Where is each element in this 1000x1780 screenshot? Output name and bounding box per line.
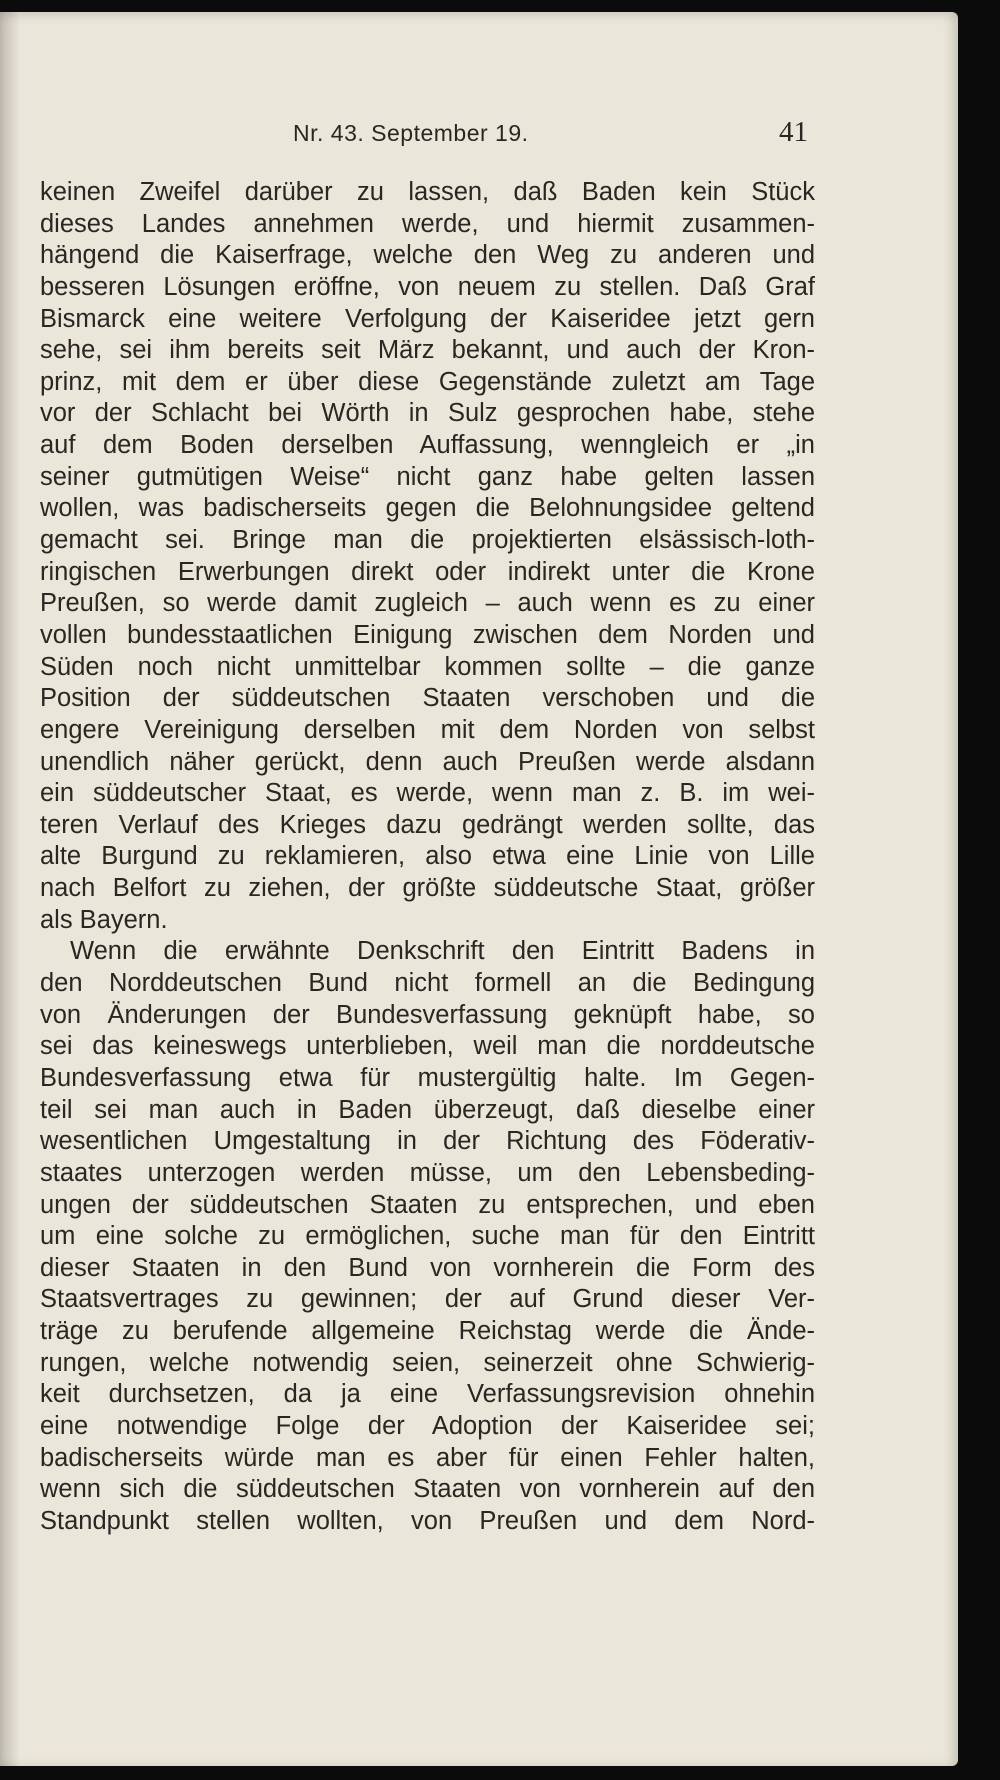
text-line: Wenn die erwähnte Denkschrift den Eintritt Badens in bbox=[70, 937, 815, 966]
text-line: Bismarck eine weitere Verfolgung der Kaiseridee jetzt gern bbox=[40, 304, 815, 333]
text-line: vollen bundesstaatlichen Einigung zwischen dem Norden und bbox=[40, 620, 815, 649]
text-line: um eine solche zu ermöglichen, suche man für den Eintritt bbox=[40, 1222, 815, 1251]
running-header bbox=[40, 110, 812, 150]
text-line: hängend die Kaiserfrage, welche den Weg zu anderen und bbox=[40, 241, 815, 270]
text-line: ein süddeutscher Staat, es werde, wenn man z. B. im wei- bbox=[40, 779, 815, 808]
text-line: teren Verlauf des Krieges dazu gedrängt werden sollte, das bbox=[40, 810, 815, 839]
text-line: keinen Zweifel darüber zu lassen, daß Baden kein Stück bbox=[40, 178, 815, 206]
text-line: besseren Lösungen eröffne, von neuem zu stellen. Daß Graf bbox=[40, 272, 815, 301]
text-line: ungen der süddeutschen Staaten zu entsprechen, und eben bbox=[40, 1190, 815, 1219]
body-text bbox=[40, 177, 815, 1538]
text-line: engere Vereinigung derselben mit dem Norden von selbst bbox=[40, 715, 815, 744]
text-line: dieses Landes annehmen werde, und hiermit zusammen- bbox=[40, 209, 815, 238]
text-line: dieser Staaten in den Bund von vornherein die Form des bbox=[40, 1253, 815, 1282]
text-line: alte Burgund zu reklamieren, also etwa eine Linie von Lille bbox=[40, 842, 815, 871]
page-number: 41 bbox=[779, 116, 808, 148]
text-line: prinz, mit dem er über diese Gegenstände zuletzt am Tage bbox=[40, 367, 815, 396]
text-line: badischerseits würde man es aber für einen Fehler halten, bbox=[40, 1443, 815, 1472]
text-line: wenn sich die süddeutschen Staaten von vornherein auf den bbox=[40, 1475, 815, 1504]
text-line: Standpunkt stellen wollten, von Preußen und dem Nord- bbox=[40, 1506, 815, 1535]
running-title: Nr. 43. September 19. bbox=[293, 120, 529, 146]
text-line: seiner gutmütigen Weise“ nicht ganz habe gelten lassen bbox=[40, 462, 815, 491]
text-line: keit durchsetzen, da ja eine Verfassungsrevision ohnehin bbox=[40, 1380, 815, 1409]
text-line: vor der Schlacht bei Wörth in Sulz gesprochen habe, stehe bbox=[40, 399, 815, 428]
text-line: sei das keineswegs unterblieben, weil man die norddeutsche bbox=[40, 1032, 815, 1061]
text-line: auf dem Boden derselben Auffassung, wenngleich er „in bbox=[40, 431, 815, 460]
paragraph bbox=[40, 936, 815, 1537]
text-line: von Änderungen der Bundesverfassung geknüpft habe, so bbox=[40, 1000, 815, 1029]
text-line: Süden noch nicht unmittelbar kommen sollte – die ganze bbox=[40, 652, 815, 681]
text-line: als Bayern. bbox=[40, 905, 168, 934]
text-line: träge zu berufende allgemeine Reichstag werde die Ände- bbox=[40, 1317, 815, 1346]
text-line: staates unterzogen werden müsse, um den Lebensbeding- bbox=[40, 1158, 815, 1187]
text-line: Bundesverfassung etwa für mustergültig halte. Im Gegen- bbox=[40, 1063, 815, 1092]
book-page bbox=[0, 12, 958, 1766]
text-line: unendlich näher gerückt, denn auch Preußen werde alsdann bbox=[40, 747, 815, 776]
text-line: Position der süddeutschen Staaten verschoben und die bbox=[40, 684, 815, 713]
text-line: wollen, was badischerseits gegen die Belohnungsidee geltend bbox=[40, 494, 815, 523]
text-line: sehe, sei ihm bereits seit März bekannt, und auch der Kron- bbox=[40, 336, 815, 365]
text-line: ringischen Erwerbungen direkt oder indirekt unter die Krone bbox=[40, 557, 815, 586]
text-line: Staatsvertrages zu gewinnen; der auf Grund dieser Ver- bbox=[40, 1285, 815, 1314]
paragraph bbox=[40, 177, 815, 936]
text-line: wesentlichen Umgestaltung in der Richtung des Föderativ- bbox=[40, 1127, 815, 1156]
text-line: eine notwendige Folge der Adoption der Kaiseridee sei; bbox=[40, 1411, 815, 1440]
text-line: rungen, welche notwendig seien, seinerzeit ohne Schwierig- bbox=[40, 1348, 815, 1377]
text-line: teil sei man auch in Baden überzeugt, daß dieselbe einer bbox=[40, 1095, 815, 1124]
text-line: den Norddeutschen Bund nicht formell an die Bedingung bbox=[40, 969, 815, 998]
text-line: gemacht sei. Bringe man die projektierten elsässisch-loth- bbox=[40, 526, 815, 555]
text-line: nach Belfort zu ziehen, der größte süddeutsche Staat, größer bbox=[40, 874, 815, 903]
text-line: Preußen, so werde damit zugleich – auch wenn es zu einer bbox=[40, 589, 815, 618]
